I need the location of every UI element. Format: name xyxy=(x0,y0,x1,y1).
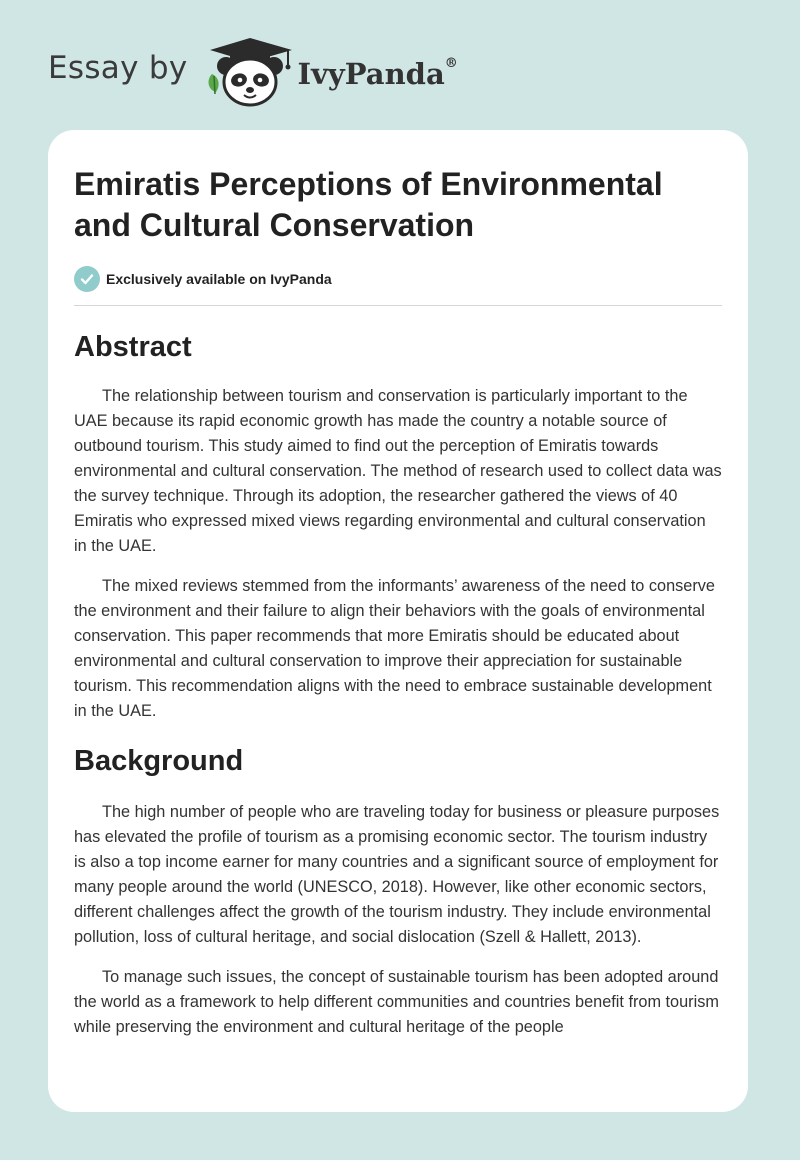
essay-title: Emiratis Perceptions of Environmental and Cultural Conservation xyxy=(74,166,663,243)
essay-by-label: Essay by xyxy=(48,50,188,86)
essay-card xyxy=(48,130,748,1112)
brand-header[interactable] xyxy=(48,36,458,108)
exclusive-badge xyxy=(74,266,722,306)
brand-name: IvyPanda® xyxy=(297,56,458,91)
exclusive-label: Exclusively available on IvyPanda xyxy=(106,271,332,287)
section-background xyxy=(74,744,722,1040)
section-heading: Abstract xyxy=(74,331,192,363)
paragraph: The relationship between tourism and conservation is particularly important to the UAE because its rapid economic growth has made the country a notable source of outbound tourism. This study aimed to find out the perception of Emiratis towards environmental and cultural conservation. The method of research used to collect data was the survey technique. Through its adoption, the researcher gathered the views of 40 Emiratis who expressed mixed views regarding environmental and cultural conservation in the UAE. xyxy=(74,387,722,555)
paragraph: To manage such issues, the concept of sustainable tourism has been adopted around the world as a framework to help different communities and countries benefit from tourism while preserving the environment and cultural heritage of the people xyxy=(74,968,719,1036)
check-circle-icon xyxy=(74,266,100,292)
paragraph: The mixed reviews stemmed from the informants’ awareness of the need to conserve the environment and their failure to align their behaviors with the goals of environmental conservation. This paper recommends that more Emiratis should be educated about environmental and cultural conservation to improve their appreciation for sustainable tourism. This recommendation aligns with the need to embrace sustainable development in the UAE. xyxy=(74,577,715,720)
section-abstract xyxy=(74,330,722,724)
panda-logo-icon xyxy=(204,36,296,108)
paragraph: The high number of people who are traveling today for business or pleasure purposes has elevated the profile of tourism as a promising economic sector. The tourism industry is also a top income earner for many countries and a significant source of employment for many people around the world (UNESCO, 2018). However, like other economic sectors, different challenges affect the growth of the tourism industry. They include environmental pollution, loss of cultural heritage, and social dislocation (Szell & Hallett, 2013). xyxy=(74,803,720,946)
section-heading: Background xyxy=(74,745,244,777)
